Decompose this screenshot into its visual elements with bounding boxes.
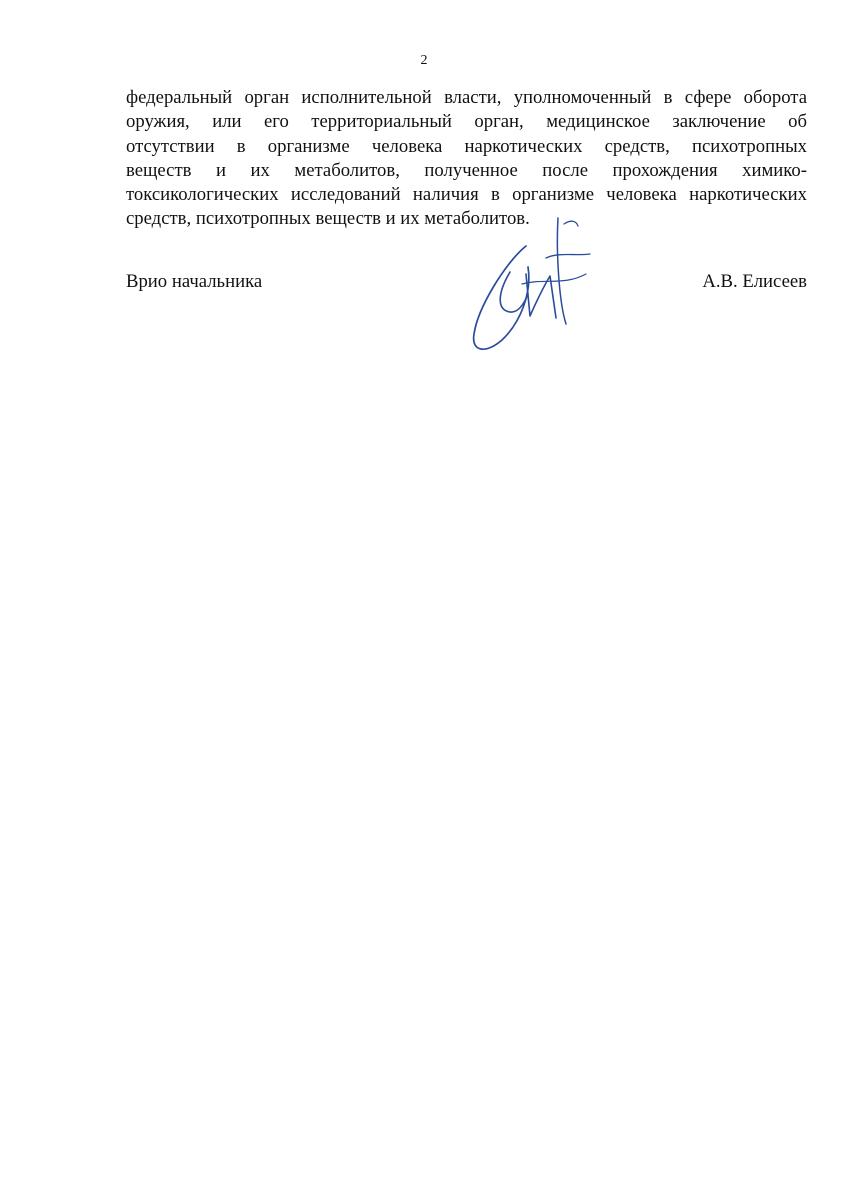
signer-name: А.В. Елисеев (702, 271, 807, 292)
page-number: 2 (420, 53, 428, 68)
body-paragraph (126, 86, 807, 232)
body-line: федеральный орган исполнительной власти, уполномоченный в сфере оборота (126, 87, 807, 108)
body-line: токсикологических исследований наличия в организме человека наркотических (126, 184, 807, 206)
body-line: веществ и их метаболитов, полученное после прохождения химико- (126, 159, 807, 181)
body-line: средств, психотропных веществ и их метаболитов. (126, 208, 530, 230)
body-line: оружия, или его территориальный орган, медицинское заключение об (126, 111, 807, 133)
handwritten-signature (466, 212, 596, 362)
position-title: Врио начальника (126, 271, 263, 292)
body-line: отсутствии в организме человека наркотических средств, психотропных (126, 135, 807, 157)
